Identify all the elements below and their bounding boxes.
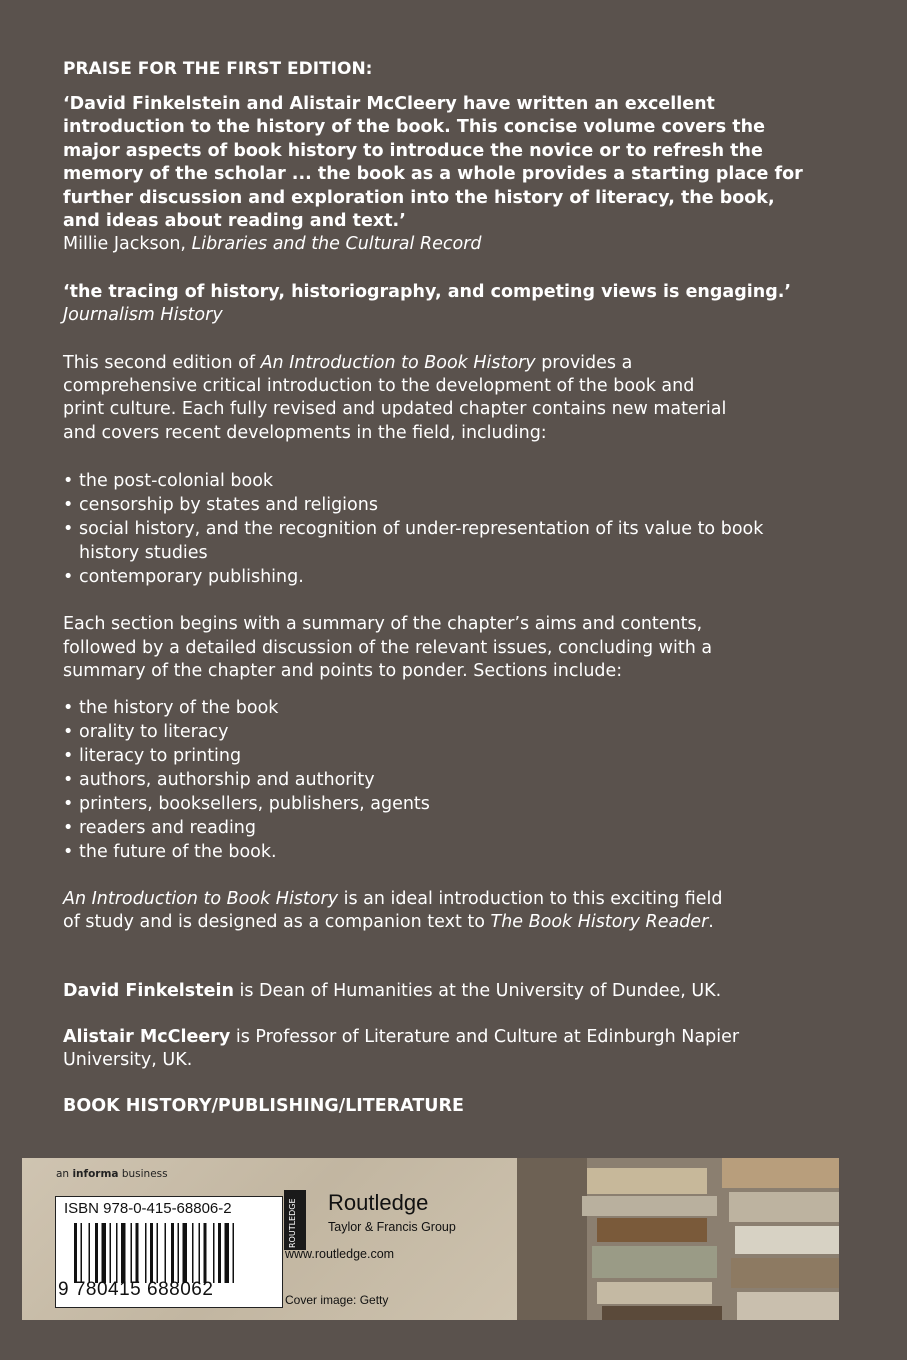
author-1-name: David Finkelstein: [63, 981, 234, 1002]
cover-image-credit: Cover image: Getty: [285, 1293, 389, 1307]
author-2-text-line2: University, UK.: [63, 1050, 193, 1071]
p2-line: Each section begins with a summary of the chapter’s aims and contents,: [63, 614, 703, 635]
list-item: • literacy to printing: [63, 744, 863, 768]
author-2-text: is Professor of Literature and Culture at Edinburgh Napier: [230, 1026, 740, 1047]
informa-brand: informa: [72, 1168, 119, 1180]
quote-1-line: ‘David Finkelstein and Alistair McCleery have written an excellent: [63, 94, 715, 114]
p2-line: followed by a detailed discussion of the relevant issues, concluding with a: [63, 637, 713, 658]
praise-heading: PRAISE FOR THE FIRST EDITION:: [63, 59, 373, 79]
feature-list: [63, 469, 863, 589]
list-item: • censorship by states and religions: [63, 493, 863, 517]
routledge-logo-icon: [283, 1190, 307, 1250]
p3-end: .: [708, 911, 714, 932]
quote-1-line: memory of the scholar ... the book as a whole provides a starting place for: [63, 164, 803, 185]
list-item: • the post-colonial book: [63, 469, 863, 493]
p1-rest: provides a: [535, 352, 633, 373]
publisher-panel: [22, 1158, 517, 1320]
list-item: • printers, booksellers, publishers, agents: [63, 792, 863, 816]
author-2-name: Alistair McCleery: [63, 1026, 231, 1047]
quote-1-line: major aspects of book history to introduce the novice or to refresh the: [63, 140, 763, 161]
quote-1-source: Libraries and the Cultural Record: [191, 234, 482, 255]
p3-book-title: An Introduction to Book History: [63, 888, 339, 909]
barcode: [55, 1196, 283, 1308]
list-item: • orality to literacy: [63, 720, 863, 744]
author-1-text: is Dean of Humanities at the University of Dundee, UK.: [233, 981, 722, 1002]
subject-category: BOOK HISTORY/PUBLISHING/LITERATURE: [63, 1095, 464, 1116]
p3-mid: is an ideal introduction to this exciting field: [338, 888, 723, 909]
quote-1: [63, 93, 863, 233]
p1-line: comprehensive critical introduction to the development of the book and: [63, 376, 695, 397]
list-item: • social history, and the recognition of under-representation of its value to book history studies: [63, 517, 863, 565]
publisher-url: www.routledge.com: [285, 1247, 395, 1261]
p3-line2: of study and is designed as a companion text to: [63, 911, 491, 932]
p1-start: This second edition of: [63, 352, 261, 373]
barcode-digits: 9 780415 688062: [58, 1279, 214, 1300]
back-cover-text: [63, 58, 863, 1118]
stacked-books-photo: [517, 1158, 839, 1320]
quote-1-attribution: [63, 233, 863, 256]
informa-tagline: [56, 1168, 168, 1180]
p1-book-title: An Introduction to Book History: [260, 352, 536, 373]
description-paragraph-1: [63, 352, 863, 446]
informa-prefix: an: [56, 1168, 73, 1180]
quote-2: ‘the tracing of history, historiography, and competing views is engaging.’: [63, 281, 792, 302]
p1-line: and covers recent developments in the field, including:: [63, 422, 547, 443]
description-paragraph-3: [63, 888, 863, 935]
list-item: • readers and reading: [63, 816, 863, 840]
author-bio-2: [63, 1026, 863, 1073]
barcode-bars-icon: [74, 1223, 274, 1283]
list-item: • the history of the book: [63, 696, 863, 720]
informa-suffix: business: [118, 1168, 168, 1180]
p3-reader-title: The Book History Reader: [490, 911, 709, 932]
publisher-group: Taylor & Francis Group: [328, 1220, 456, 1234]
quote-1-author: Millie Jackson,: [63, 234, 192, 255]
quote-1-line: and ideas about reading and text.’: [63, 211, 406, 232]
footer-strip: [22, 1158, 839, 1320]
publisher-name: Routledge: [328, 1190, 429, 1215]
quote-2-source: Journalism History: [63, 305, 223, 326]
quote-1-line: further discussion and exploration into the history of literacy, the book,: [63, 187, 775, 208]
author-bio-1: [63, 980, 863, 1003]
p2-line: summary of the chapter and points to ponder. Sections include:: [63, 661, 623, 682]
routledge-logo-text: ROUTLEDGE: [288, 1198, 297, 1248]
description-paragraph-2: [63, 613, 863, 683]
list-item: • contemporary publishing.: [63, 565, 863, 589]
quote-1-line: introduction to the history of the book. This concise volume covers the: [63, 117, 765, 138]
p1-line: print culture. Each fully revised and updated chapter contains new material: [63, 399, 727, 420]
sections-list: [63, 696, 863, 864]
list-item: • the future of the book.: [63, 840, 863, 864]
isbn-number: ISBN 978-0-415-68806-2: [64, 1200, 232, 1217]
list-item: • authors, authorship and authority: [63, 768, 863, 792]
